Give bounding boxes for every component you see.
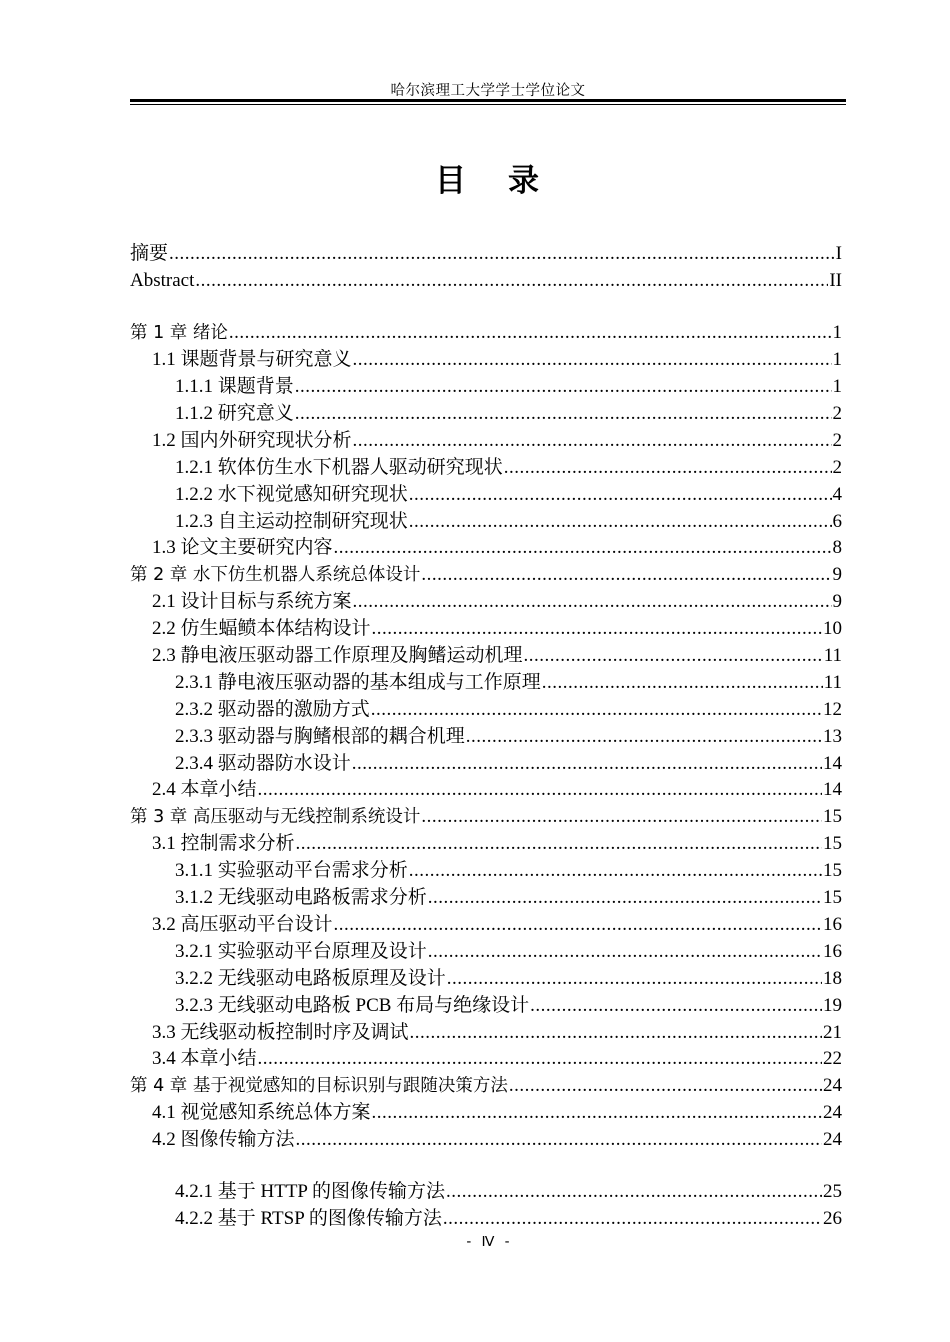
toc-entry-label: 3.1.2 无线驱动电路板需求分析 [175, 887, 427, 908]
toc-entry-page: 22 [823, 1048, 842, 1069]
toc-entry [130, 858, 842, 884]
toc-entry-page: 2 [832, 430, 842, 451]
toc-entry [130, 993, 842, 1019]
toc-leader-dots [446, 1179, 822, 1205]
toc-entry [130, 482, 842, 508]
toc-entry-page: 11 [823, 645, 842, 666]
toc-entry-label: 2.4 本章小结 [152, 779, 257, 800]
toc-entry-label: 2.3.4 驱动器防水设计 [175, 753, 351, 774]
toc-entry-label: 1.1.2 研究意义 [175, 403, 294, 424]
toc-entry-label: 1.2 国内外研究现状分析 [152, 430, 352, 451]
toc-entry-label: 3.2.2 无线驱动电路板原理及设计 [175, 968, 446, 989]
toc-entry-page: 18 [823, 968, 842, 989]
toc-entry [130, 1073, 842, 1099]
toc-entry [130, 535, 842, 561]
toc-entry-label: 3.1.1 实验驱动平台需求分析 [175, 860, 408, 881]
toc-entry-page: 2 [832, 403, 842, 424]
toc-leader-dots [195, 268, 828, 294]
toc-entry [130, 1127, 842, 1153]
toc-entry [130, 1206, 842, 1232]
toc-leader-dots [530, 993, 822, 1019]
toc-leader-dots [258, 777, 822, 803]
toc-entry-label: 4.1 视觉感知系统总体方案 [152, 1102, 371, 1123]
toc-entry-label: 2.2 仿生蝠鲼本体结构设计 [152, 618, 371, 639]
toc-entry-label: 3.2.1 实验驱动平台原理及设计 [175, 941, 427, 962]
toc-leader-dots [353, 428, 832, 454]
toc-entry-label: 摘要 [130, 243, 169, 264]
toc-entry-page: 2 [832, 457, 842, 478]
toc-entry-page: 24 [823, 1075, 842, 1096]
toc-entry-page: 16 [823, 914, 842, 935]
toc-entry-label: 4.2.1 基于 HTTP 的图像传输方法 [175, 1181, 446, 1202]
toc-leader-dots [409, 509, 832, 535]
toc-entry [130, 777, 842, 803]
toc-leader-dots [409, 482, 832, 508]
page-number: - Ⅳ - [464, 1234, 512, 1250]
toc-entry-label: 2.3.2 驱动器的激励方式 [175, 699, 370, 720]
toc-entry-label: 第 1 章 绪论 [130, 323, 228, 343]
page-title-char-1: 目 [435, 163, 468, 199]
toc-entry-page: 24 [823, 1102, 842, 1123]
toc-entry-page: 26 [823, 1208, 842, 1229]
toc-entry [130, 670, 842, 696]
toc-leader-dots [169, 241, 835, 267]
toc-entry-label: 4.2.2 基于 RTSP 的图像传输方法 [175, 1208, 442, 1229]
toc-entry-label: 3.1 控制需求分析 [152, 833, 295, 854]
toc-entry-page: I [835, 243, 842, 264]
toc-entry-page: 21 [823, 1022, 842, 1043]
toc-entry-page: 25 [823, 1181, 842, 1202]
toc-leader-dots [410, 1020, 822, 1046]
toc-entry [130, 804, 842, 830]
toc-entry-label: Abstract [130, 270, 195, 291]
toc-entry-page: 15 [823, 860, 842, 881]
toc-leader-dots [229, 320, 832, 346]
toc-leader-dots [509, 1073, 822, 1099]
toc-entry-label: 2.1 设计目标与系统方案 [152, 591, 352, 612]
toc-entry [130, 268, 842, 294]
toc-entry-page: 4 [832, 484, 842, 505]
toc-leader-dots [353, 589, 832, 615]
toc-leader-dots [409, 858, 822, 884]
toc-entry-label: 第 3 章 高压驱动与无线控制系统设计 [130, 807, 421, 827]
toc-leader-dots [542, 670, 823, 696]
toc-entry-label: 第 4 章 基于视觉感知的目标识别与跟随决策方法 [130, 1076, 508, 1096]
toc-entry-page: 24 [823, 1129, 842, 1150]
toc-entry-page: 14 [823, 779, 842, 800]
toc-entry [130, 320, 842, 346]
toc-entry-page: 1 [832, 376, 842, 397]
toc-entry-page: 13 [823, 726, 842, 747]
toc-entry-page: 6 [832, 511, 842, 532]
toc-entry-page: 8 [832, 537, 842, 558]
toc-leader-dots [372, 616, 822, 642]
toc-entry [130, 697, 842, 723]
toc-entry [130, 1100, 842, 1126]
toc-leader-dots [334, 535, 832, 561]
toc-entry [130, 751, 842, 777]
toc-entry-label: 2.3.3 驱动器与胸鳍根部的耦合机理 [175, 726, 465, 747]
toc-entry-page: 10 [823, 618, 842, 639]
toc-entry-page: 11 [823, 672, 842, 693]
toc-entry-label: 3.2 高压驱动平台设计 [152, 914, 333, 935]
toc-entry [130, 1179, 842, 1205]
toc-leader-dots [296, 831, 822, 857]
header-rule-thin [130, 104, 846, 105]
toc-entry-label: 3.2.3 无线驱动电路板 PCB 布局与绝缘设计 [175, 995, 530, 1016]
toc-entry-page: II [829, 270, 842, 291]
toc-entry-label: 2.3 静电液压驱动器工作原理及胸鳍运动机理 [152, 645, 523, 666]
toc-entry [130, 428, 842, 454]
toc-entry-page: 12 [823, 699, 842, 720]
toc-entry-page: 14 [823, 753, 842, 774]
toc-entry [130, 885, 842, 911]
toc-entry-label: 1.3 论文主要研究内容 [152, 537, 333, 558]
toc-entry-label: 第 2 章 水下仿生机器人系统总体设计 [130, 565, 421, 585]
toc-leader-dots [421, 804, 822, 830]
toc-leader-dots [371, 697, 822, 723]
toc-entry-page: 15 [823, 887, 842, 908]
toc-entry [130, 347, 842, 373]
toc-entry-page: 9 [832, 591, 842, 612]
header-title: 哈尔滨理工大学学士学位论文 [390, 83, 586, 99]
toc-entry [130, 374, 842, 400]
toc-entry-label: 1.2.3 自主运动控制研究现状 [175, 511, 408, 532]
toc-entry [130, 724, 842, 750]
toc-entry [130, 643, 842, 669]
toc-entry [130, 509, 842, 535]
toc-leader-dots [466, 724, 822, 750]
toc-entry [130, 1046, 842, 1072]
toc-entry [130, 616, 842, 642]
toc-leader-dots [421, 562, 831, 588]
toc-leader-dots [295, 401, 832, 427]
toc-entry-page: 19 [823, 995, 842, 1016]
toc-leader-dots [372, 1100, 822, 1126]
toc-entry-label: 1.2.2 水下视觉感知研究现状 [175, 484, 408, 505]
toc-entry-page: 1 [832, 322, 842, 343]
toc-entry [130, 1020, 842, 1046]
toc-entry-label: 4.2 图像传输方法 [152, 1129, 295, 1150]
toc-entry-page: 1 [832, 349, 842, 370]
toc-entry-label: 1.1 课题背景与研究意义 [152, 349, 352, 370]
toc-leader-dots [296, 1127, 822, 1153]
toc-entry-label: 3.4 本章小结 [152, 1048, 257, 1069]
toc-entry-page: 15 [823, 806, 842, 827]
toc-entry-label: 1.1.1 课题背景 [175, 376, 294, 397]
toc-leader-dots [258, 1046, 822, 1072]
toc-leader-dots [504, 455, 832, 481]
toc-entry-label: 3.3 无线驱动板控制时序及调试 [152, 1022, 409, 1043]
toc-entry [130, 455, 842, 481]
toc-entry-label: 2.3.1 静电液压驱动器的基本组成与工作原理 [175, 672, 541, 693]
toc-entry [130, 562, 842, 588]
toc-entry [130, 241, 842, 267]
toc-entry-page: 15 [823, 833, 842, 854]
toc-leader-dots [443, 1206, 822, 1232]
toc-leader-dots [447, 966, 822, 992]
toc-leader-dots [295, 374, 832, 400]
toc-leader-dots [352, 751, 822, 777]
toc-leader-dots [524, 643, 823, 669]
toc-leader-dots [334, 912, 822, 938]
toc-entry-label: 1.2.1 软体仿生水下机器人驱动研究现状 [175, 457, 503, 478]
toc-leader-dots [428, 939, 822, 965]
toc-entry [130, 939, 842, 965]
page-title-char-2: 录 [508, 163, 541, 199]
toc-entry [130, 966, 842, 992]
toc-entry [130, 589, 842, 615]
header-rule-thick [130, 99, 846, 102]
toc-entry-page: 9 [832, 564, 842, 585]
toc-entry [130, 401, 842, 427]
toc-entry [130, 912, 842, 938]
page-title [130, 155, 846, 200]
toc-leader-dots [428, 885, 822, 911]
toc-entry-page: 16 [823, 941, 842, 962]
toc-entry [130, 831, 842, 857]
toc-leader-dots [353, 347, 832, 373]
